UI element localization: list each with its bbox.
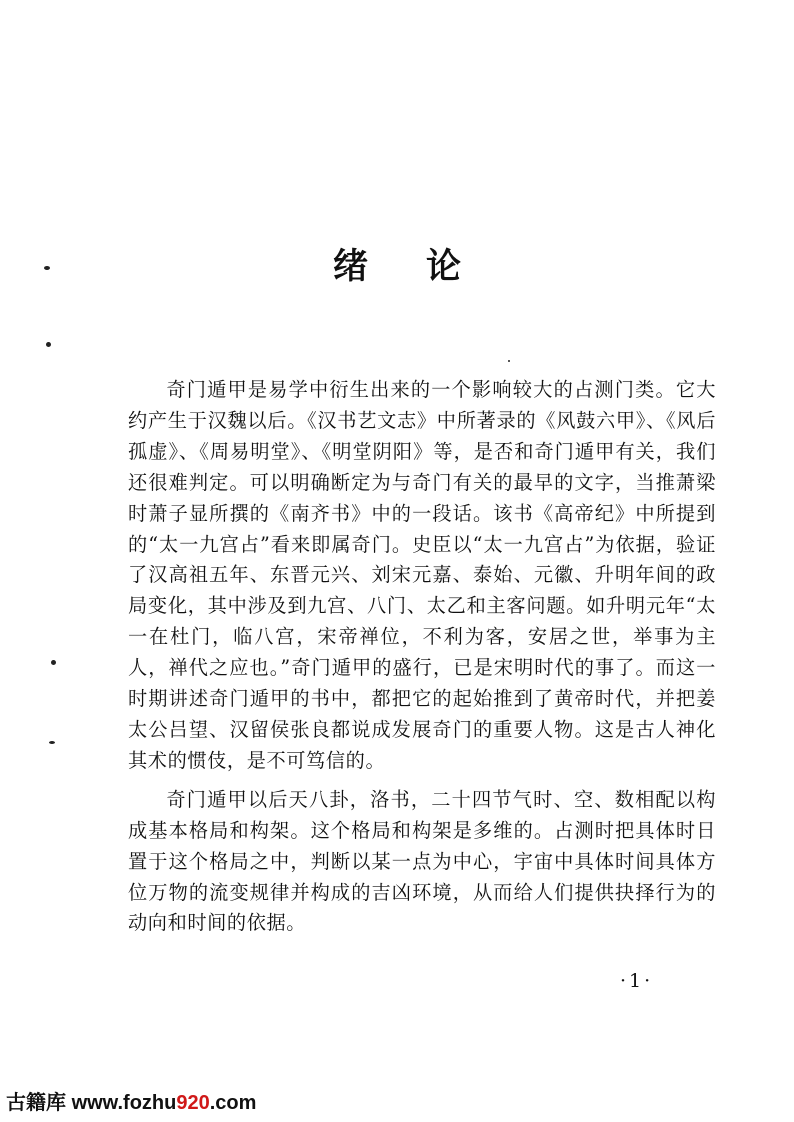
scan-speck — [46, 342, 51, 347]
scan-speck — [508, 360, 510, 362]
chapter-title-char-1: 绪 — [332, 246, 368, 287]
watermark-url-prefix: www.fozhu — [71, 1092, 177, 1114]
watermark-url-suffix: .com — [209, 1092, 257, 1114]
paragraph-1: 奇门遁甲是易学中衍生出来的一个影响较大的占测门类。它大约产生于汉魏以后。《汉书艺文志》中所著录的《风鼓六甲》、《风后孤虚》、《周易明堂》、《明堂阴阳》等，是否和奇门遁甲有关，我们还很难判定。可以明确断定为与奇门有关的最早的文字，当推萧梁时萧子显所撰的《南齐书》中的一段话。该书《高帝纪》中所提到的“太一九宫占”看来即属奇门。史臣以“太一九宫占”为依据，验证了汉高祖五年、东晋元兴、刘宋元嘉、泰始、元徽、升明年间的政局变化，其中涉及到九宫、八门、太乙和主客问题。如升明元年“太一在杜门，临八宫，宋帝禅位，不利为客，安居之世，举事为主人，禅代之应也。”奇门遁甲的盛行，已是宋明时代的事了。而这一时期讲述奇门遁甲的书中，都把它的起始推到了黄帝时代，并把姜太公吕望、汉留侯张良都说成发展奇门的重要人物。这是古人神化其术的惯伎，是不可笃信的。 — [128, 378, 716, 772]
chapter-title — [0, 244, 794, 290]
scan-speck — [44, 266, 50, 270]
body-text — [128, 375, 716, 939]
scan-speck — [49, 741, 55, 744]
scan-speck — [51, 660, 56, 665]
watermark-url-number: 920 — [176, 1092, 210, 1114]
watermark-site-name: 古籍库 — [6, 1092, 66, 1114]
page-number: ·1· — [620, 970, 654, 992]
paragraph-2: 奇门遁甲以后天八卦，洛书，二十四节气时、空、数相配以构成基本格局和构架。这个格局和构架是多维的。占测时把具体时日置于这个格局之中，判断以某一点为中心，宇宙中具体时间具体方位万物的流变规律并构成的吉凶环境，从而给人们提供抉择行为的动向和时间的依据。 — [128, 787, 716, 935]
chapter-title-char-2: 论 — [426, 246, 462, 287]
site-watermark — [6, 1086, 256, 1115]
